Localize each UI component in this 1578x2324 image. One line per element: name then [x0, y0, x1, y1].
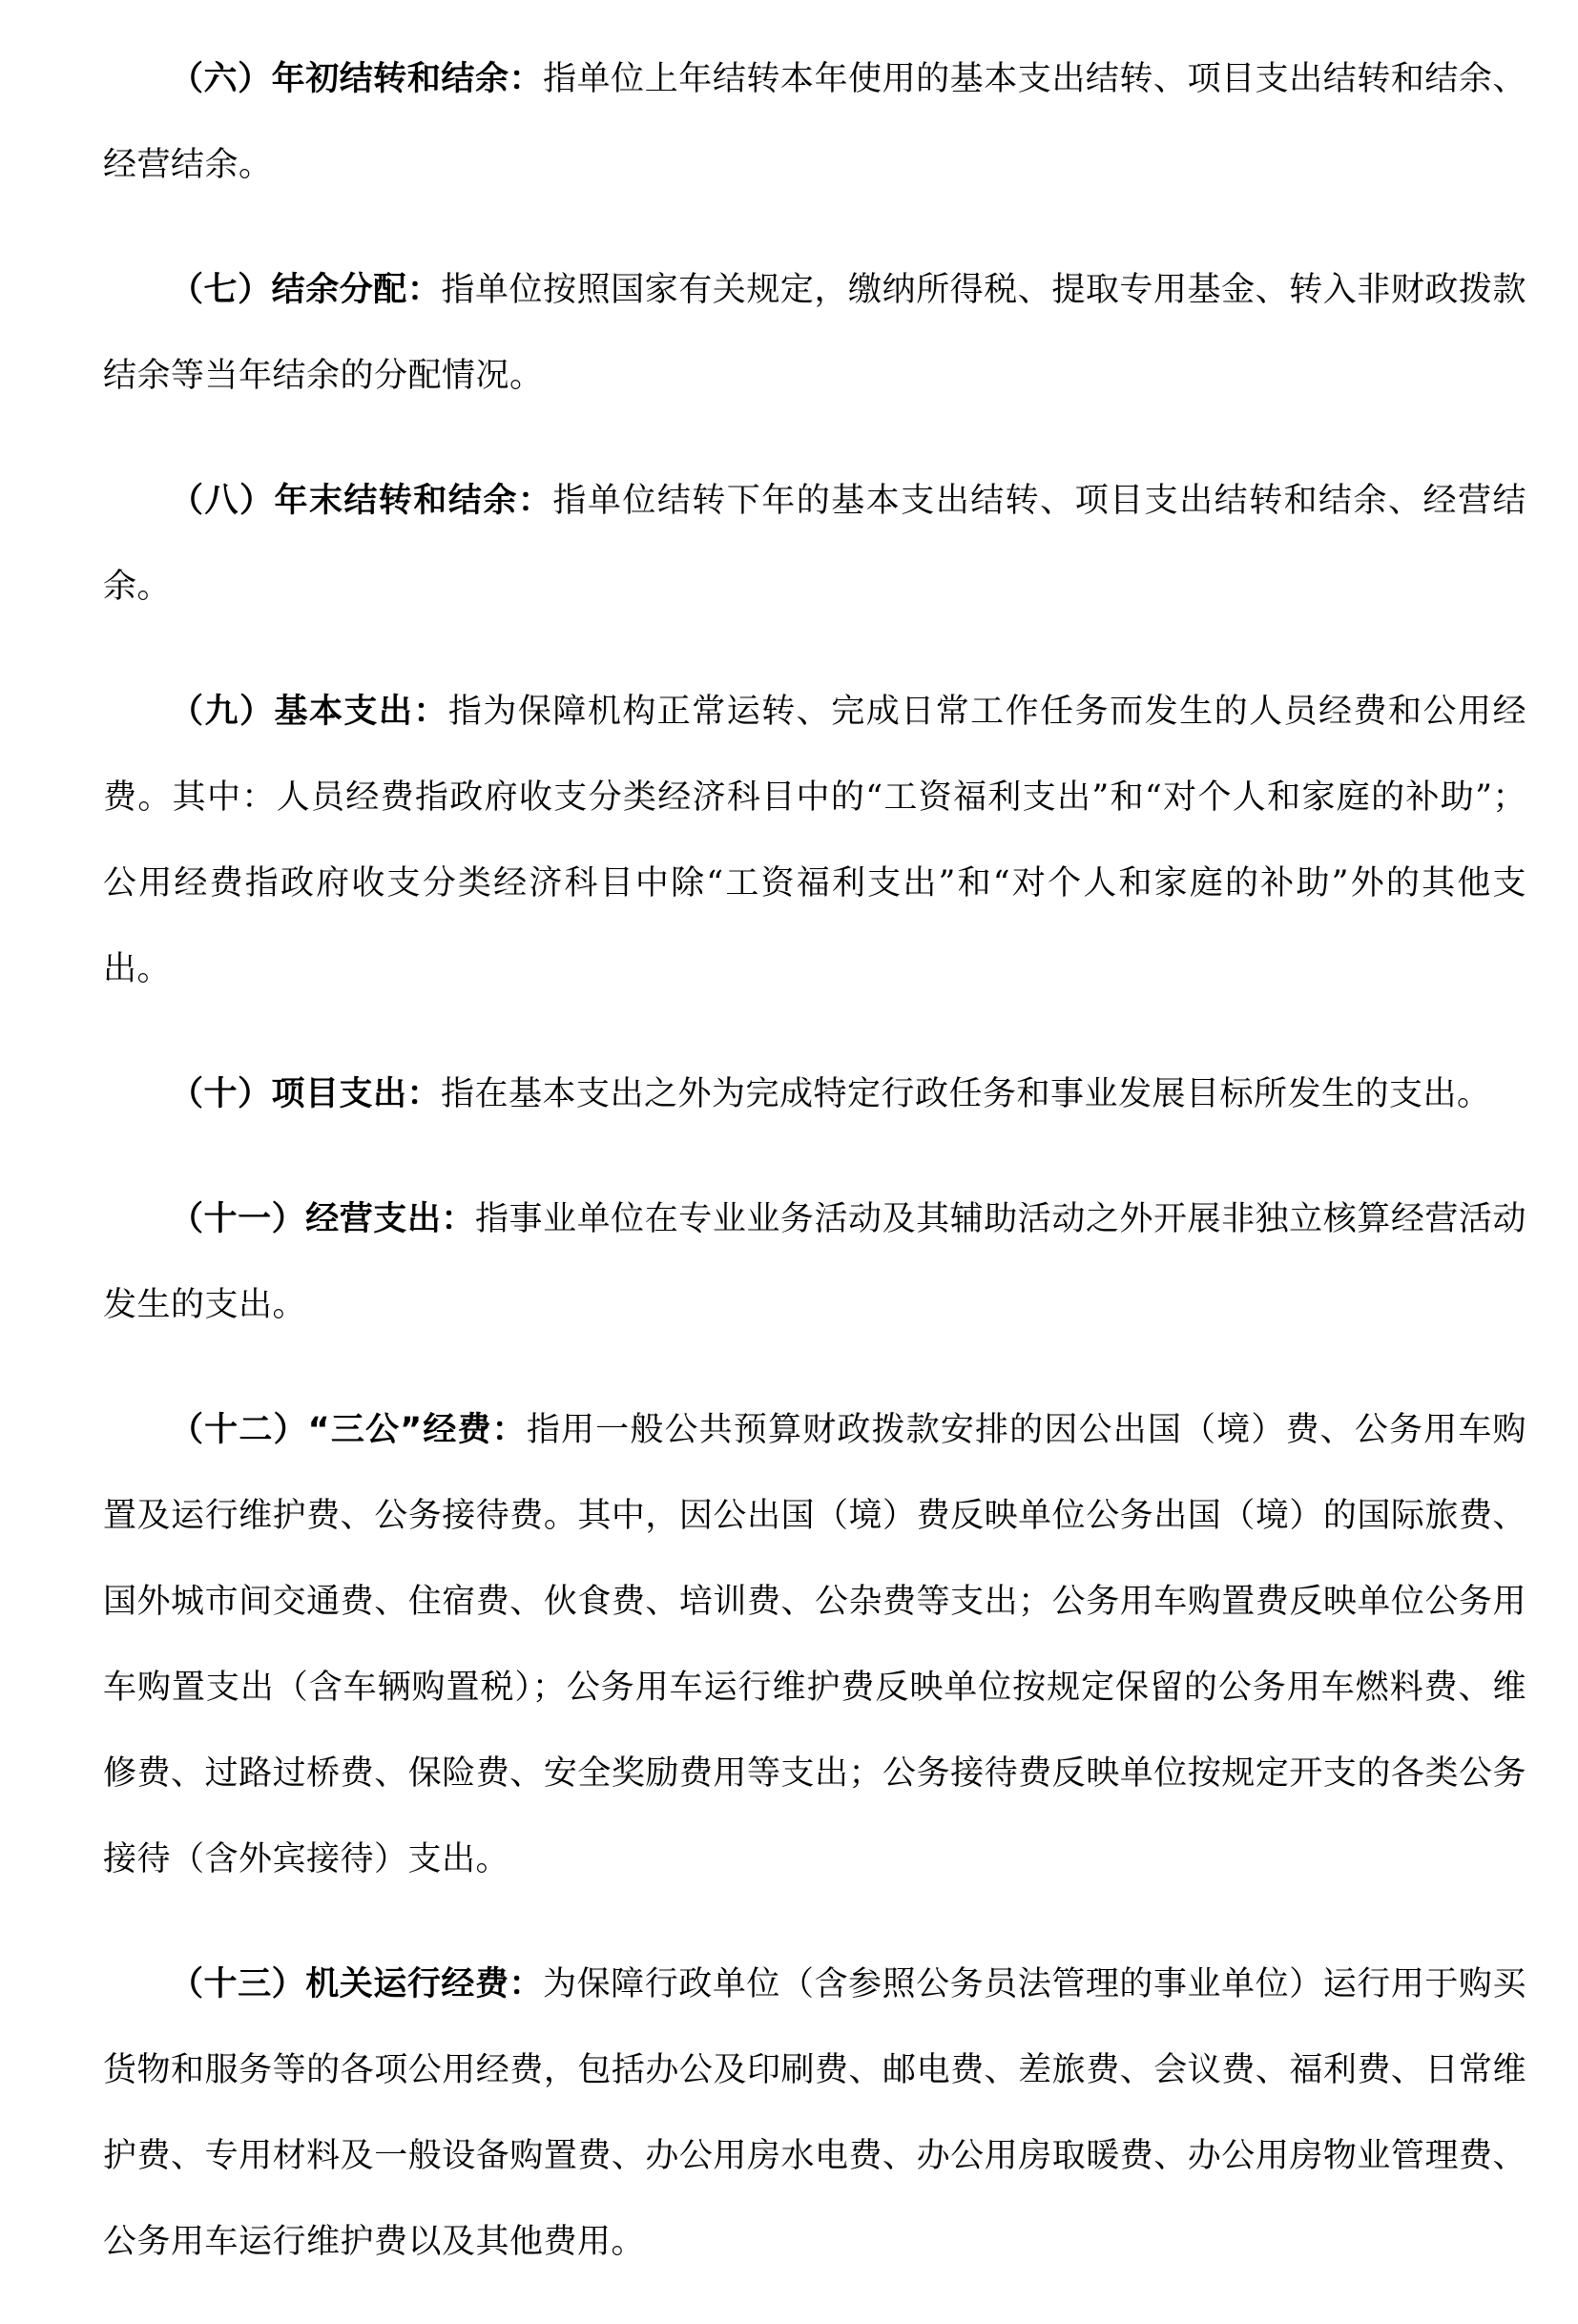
definition-body: 指在基本支出之外为完成特定行政任务和事业发展目标所发生的支出。: [441, 1075, 1491, 1113]
definition-project-expenditure: [103, 1051, 1526, 1137]
definition-operating-expenditure: [103, 1176, 1526, 1348]
definition-carryover-end: [103, 458, 1526, 630]
definition-surplus-distribution: [103, 247, 1526, 419]
definition-term: （七）结余分配：: [170, 271, 442, 309]
definition-term: （十一）经营支出：: [170, 1200, 475, 1238]
definition-body: 指为保障机构正常运转、完成日常工作任务而发生的人员经费和公用经费。其中：人员经费指政府收支分类经济科目中的“工资福利支出”和“对个人和家庭的补助”；公用经费指政府收支分类经济科目中除“工资福利支出”和“对个人和家庭的补助”外的其他支出。: [103, 693, 1526, 988]
definition-carryover-beginning: [103, 36, 1526, 208]
definition-body: 指事业单位在专业业务活动及其辅助活动之外开展非独立核算经营活动发生的支出。: [103, 1200, 1526, 1324]
definition-body: 为保障行政单位（含参照公务员法管理的事业单位）运行用于购买货物和服务等的各项公用经费，包括办公及印刷费、邮电费、差旅费、会议费、福利费、日常维护费、专用材料及一般设备购置费、办公用房水电费、办公用房取暖费、办公用房物业管理费、公务用车运行维护费以及其他费用。: [103, 1965, 1526, 2261]
definition-term: （十）项目支出：: [170, 1075, 442, 1113]
definition-body: 指用一般公共预算财政拨款安排的因公出国（境）费、公务用车购置及运行维护费、公务接待费。其中，因公出国（境）费反映单位公务出国（境）的国际旅费、国外城市间交通费、住宿费、伙食费、培训费、公杂费等支出；公务用车购置费反映单位公务用车购置支出（含车辆购置税）；公务用车运行维护费反映单位按规定保留的公务用车燃料费、维修费、过路过桥费、保险费、安全奖励费用等支出；公务接待费反映单位按规定开支的各类公务接待（含外宾接待）支出。: [103, 1411, 1526, 1878]
definition-agency-operating-funds: [103, 1941, 1526, 2285]
definition-term: （六）年初结转和结余：: [170, 60, 544, 98]
definition-basic-expenditure: [103, 669, 1526, 1012]
definition-term: （九）基本支出：: [170, 693, 448, 731]
definition-term: （八）年末结转和结余：: [170, 482, 553, 520]
definition-body: 指单位按照国家有关规定，缴纳所得税、提取专用基金、转入非财政拨款结余等当年结余的分配情况。: [103, 271, 1526, 395]
definition-body: 指单位上年结转本年使用的基本支出结转、项目支出结转和结余、经营结余。: [103, 60, 1526, 184]
definitions-text: [103, 36, 1526, 2324]
definition-body: 指单位结转下年的基本支出结转、项目支出结转和结余、经营结余。: [103, 482, 1526, 606]
definition-term: （十二）“三公”经费：: [170, 1411, 527, 1449]
definition-three-public-expenses: [103, 1387, 1526, 1902]
definition-term: （十三）机关运行经费：: [170, 1965, 544, 2003]
